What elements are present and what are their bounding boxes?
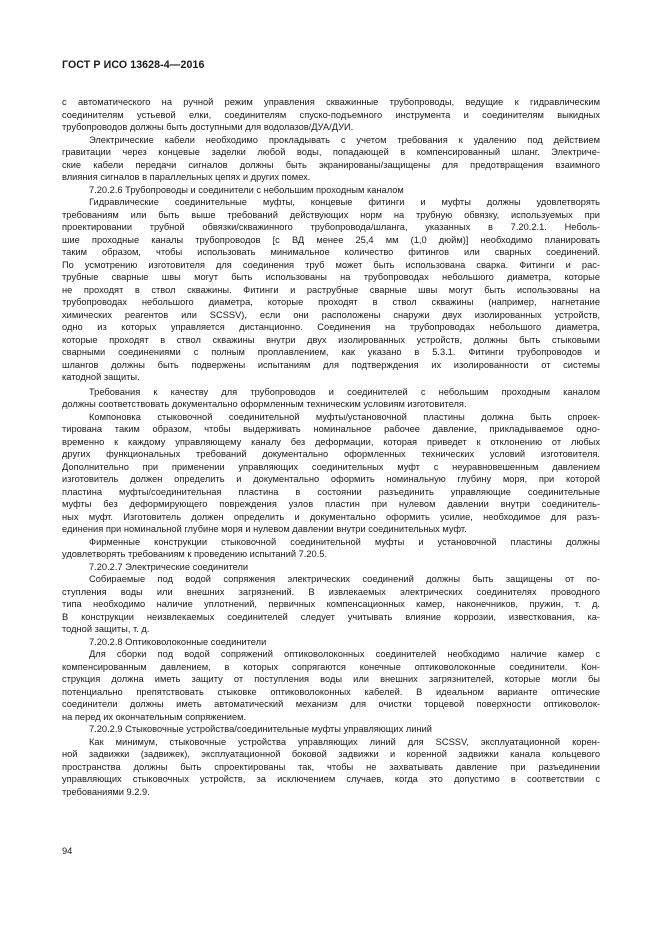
text-line: единения при номинальной глубине моря и нулевом давлении внутри соединительных муфт. [62, 524, 467, 535]
text-line: потенциально препятствовать стыковке оптиковолоконных кабелей. В идеальном варианте оптические [62, 686, 600, 697]
text-line: временно к каждому управляющему каналу без деформации, которая приведет к отклонению от любых [62, 436, 600, 447]
text-line: ступления воды или внешних загрязнений. В извлекаемых электрических соединителях проводного [62, 586, 600, 597]
text-line: муфты без деформирующего повреждения узлов пластин при нулевом давлении внутри соединитель- [62, 499, 600, 510]
text-line: удовлетворять требованиям к проведению испытаний 7.20.5. [62, 549, 328, 560]
text-line: на перед их окончательным сопряжением. [62, 711, 247, 722]
text-line: с автоматического на ручной режим управления скважинные трубопроводы, ведущие к гидравлическим [62, 97, 600, 107]
text-line: пространства должны быть спроектированы так, чтобы не захватывать давление при разъединении [62, 761, 600, 772]
text-line: управляющих стыковочных устройств, за исключением случаев, когда это допустимо в соответствии с [62, 774, 600, 785]
text-line: Собираемые под водой сопряжения электрических соединений должны быть защищены от по- [89, 574, 600, 585]
text-line: влияния сигналов в параллельных цепях и других помех. [62, 172, 311, 182]
body-text [62, 96, 600, 798]
text-line: трубные сварные швы могут быть использованы на трубопроводах небольшого диаметра, которые [62, 272, 600, 282]
text-line: Для сборки под водой сопряжений оптиковолоконных соединителей необходимо наличие камер с [89, 649, 600, 660]
text-line: пластина муфты/соединительная пластина в состоянии разъединить управляющие соединительные [62, 486, 600, 497]
text-line: ной задвижки (задвижек), эксплуатационной боковой задвижки и коренной задвижки канала кольцевого [62, 749, 600, 760]
text-line: изготовитель должен определить и документально оформить номинальную глубину моря, при которой [62, 474, 600, 485]
text-line: Дополнительно при применении управляющих соединительных муфт с неуравновешенным давлением [62, 461, 600, 472]
text-line: тирована таким образом, чтобы выдерживать номинальное рабочее давление, прикладываемое одно- [62, 424, 600, 435]
text-line: компенсированным давлением, в которых сопрягаются конечные оптиковолоконные соединители. Кон- [62, 661, 600, 672]
text-line: Гидравлические соединительные муфты, концевые фитинги и муфты должны удовлетворять [89, 197, 600, 207]
text-line: ных муфт. Изготовитель должен определить и документально оформить усилие, необходимое для разъ- [62, 511, 600, 522]
text-line: Компоновка стыковочной соединительной муфты/установочной пластины должна быть спроек- [89, 411, 600, 422]
section-heading: 7.20.2.7 Электрические соединители [89, 561, 249, 572]
text-line: не проходят в ствол скважины. Фитинги и раструбные сварные швы могут быть использованы на [62, 284, 600, 295]
text-line: трубопроводов должны быть доступными для водолазов/ДУА/ДУИ. [62, 122, 354, 132]
text-line: которые проходят в ствол скважины внутри двух изолированных устройств, должны быть стыковыми [62, 334, 600, 345]
text-line: должны соответствовать документально оформленным техническим условиям изготовителя. [62, 399, 467, 410]
text-line: В конструкции неизвлекаемых соединителей следует учитывать влияние коррозии, известкования, ка- [62, 611, 600, 622]
text-line: требованиями 9.2.9. [62, 786, 150, 797]
section-heading: 7.20.2.8 Оптиковолоконные соединители [89, 636, 267, 647]
text-line: трубопроводах небольшого диаметра, которые проходят в ствол скважины (например, нагнетание [62, 297, 600, 307]
text-line: таким образом, чтобы использовать минимальное количество фитингов или сварных соединений. [62, 247, 600, 257]
text-line: соединителям устьевой елки, соединителям спуско-подъемного инструмента и соединителям выкидных [62, 109, 600, 120]
section-heading: 7.20.2.9 Стыковочные устройства/соединительные муфты управляющих линий [89, 724, 432, 735]
text-line: типа необходимо наличие уплотнений, первичных компенсационных камер, наконечников, пружин, т. д. [62, 599, 600, 610]
text-line: требованиям или быть выше требований действующих норм на трубную обвязку, используемых при [62, 209, 600, 220]
text-line: Электрические кабели необходимо прокладывать с учетом требования к удалению под действием [89, 134, 600, 145]
document-header: ГОСТ Р ИСО 13628-4—2016 [62, 59, 205, 71]
text-line: проектировании трубной обвязки/скважинного трубопровода/шланга, указанных в 7.20.2.1. Неболь- [62, 222, 600, 232]
text-line: сварными соединениями с полным проплавлением, как указано в 5.3.1. Фитинги трубопроводов и [62, 347, 600, 357]
section-heading: 7.20.2.6 Трубопроводы и соединители с небольшим проходным каналом [89, 184, 404, 195]
text-line: Как минимум, стыковочные устройства управляющих линий для SCSSV, эксплуатационной корен- [89, 736, 600, 747]
text-line: соединители должны иметь автоматический механизм для очистки торцевой поверхности оптиковолок- [62, 699, 600, 710]
text-line: одно из которых управляется дистанционно. Соединения на трубопроводах небольшого диаметра, [62, 322, 600, 332]
page-number: 94 [62, 846, 73, 856]
text-line: шлангов должны быть подвержены испытаниям для подтверждения их изолированности от системы [62, 359, 600, 370]
text-line: струкция должна иметь защиту от поступления воды или внешних загрязнителей, которые могли бы [62, 674, 600, 685]
text-line: гравитации через концевые заделки любой воды, попадающей в компенсированный шланг. Электриче- [62, 147, 600, 157]
text-line: тодной защиты, т. д. [62, 624, 150, 635]
text-line: химических реагентов или SCSSV), если они расположены снаружи двух изолированных устройств, [62, 309, 600, 320]
text-line: Требования к качеству для трубопроводов и соединителей с небольшим проходным каналом [89, 386, 600, 397]
text-line: катодной защиты. [62, 372, 140, 382]
text-line: По усмотрению изготовителя для соединения труб может быть использована сварка. Фитинги и рас- [62, 259, 600, 270]
text-line: Фирменные конструкции стыковочной соединительной муфты и установочной пластины должны [89, 536, 600, 547]
text-line: других функциональных требований документально оформленных технических условий изготовителя. [62, 449, 600, 460]
text-line: ские кабели передачи сигналов должны быть экранированы/защищены для предотвращения взаимного [62, 159, 600, 170]
text-line: шие проходные каналы трубопроводов [с ВД менее 25,4 мм (1,0 дюйм)] необходимо планировать [62, 234, 600, 245]
